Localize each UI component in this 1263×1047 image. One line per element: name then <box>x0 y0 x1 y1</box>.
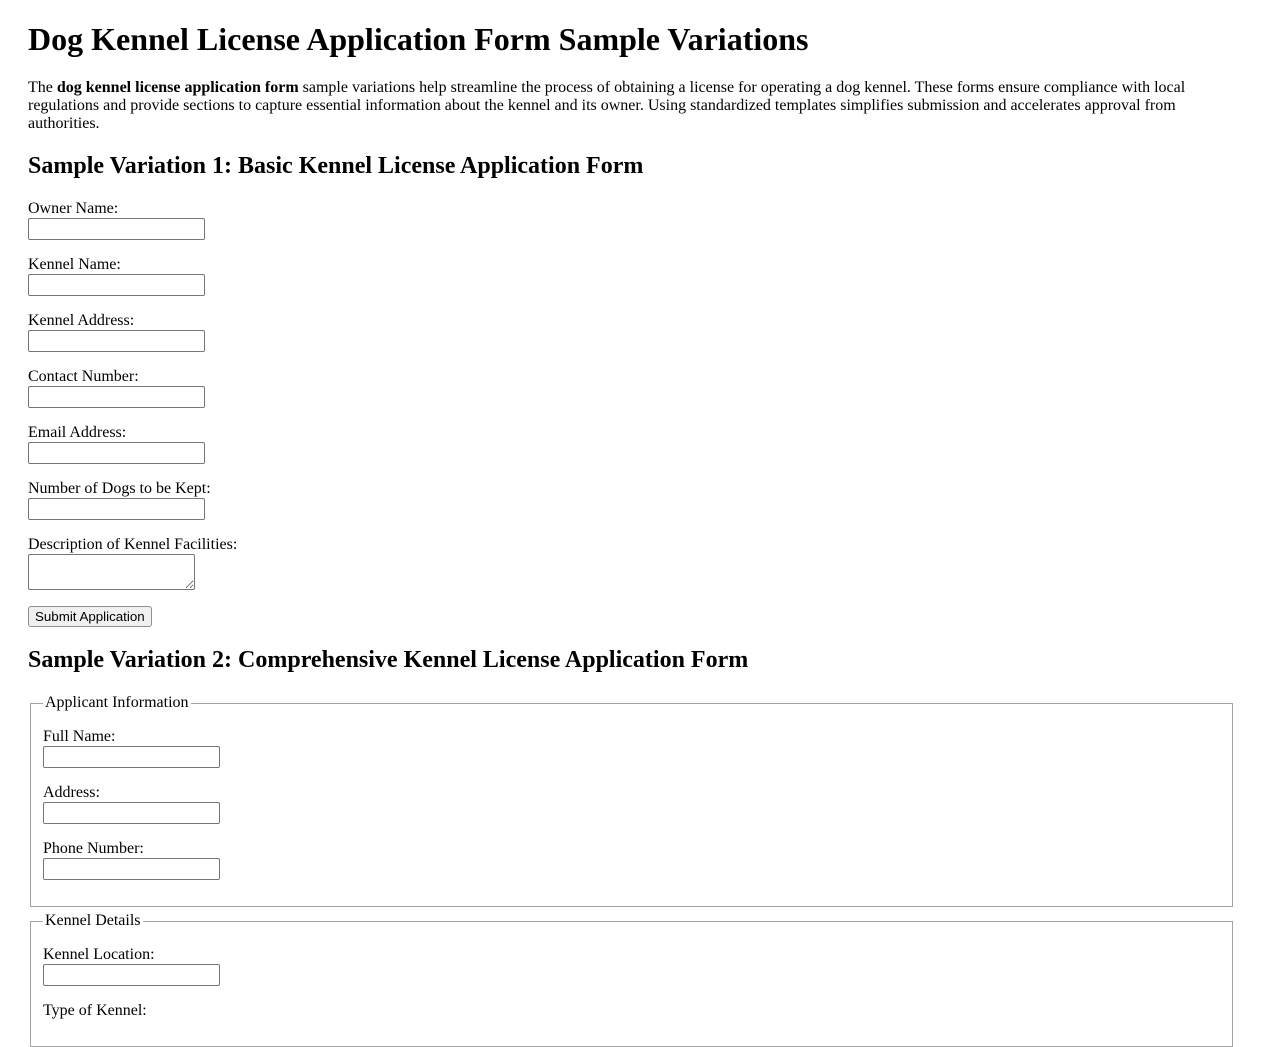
full-name-input[interactable] <box>43 746 220 768</box>
full-name-label: Full Name: <box>43 728 116 745</box>
intro-paragraph <box>28 79 1235 133</box>
kennel-facilities-textarea[interactable] <box>28 554 195 590</box>
owner-name-input[interactable] <box>28 218 205 240</box>
kennel-details-legend: Kennel Details <box>45 912 141 929</box>
type-of-kennel-label: Type of Kennel: <box>43 1002 147 1019</box>
kennel-name-field <box>28 256 1235 296</box>
variation1-heading: Sample Variation 1: Basic Kennel License Application Form <box>28 153 644 179</box>
variation1-form <box>28 200 1235 627</box>
number-of-dogs-field <box>28 480 1235 520</box>
applicant-information-fieldset <box>30 694 1233 907</box>
intro-text-rest: sample variations help streamline the process of obtaining a license for operating a dog kennel. These forms ensure compliance with local regulations and provide sections to capture essential information about the kennel and its owner. Using standardized templates simplifies submission and accelerates approval from authorities. <box>28 79 1186 132</box>
address-input[interactable] <box>43 802 220 824</box>
variation2-form <box>28 694 1235 1047</box>
phone-number-input[interactable] <box>43 858 220 880</box>
owner-name-field <box>28 200 1235 240</box>
kennel-facilities-label: Description of Kennel Facilities: <box>28 536 238 553</box>
address-label: Address: <box>43 784 100 801</box>
address-field <box>43 784 1220 824</box>
owner-name-label: Owner Name: <box>28 200 119 217</box>
kennel-details-fieldset <box>30 912 1233 1047</box>
kennel-location-label: Kennel Location: <box>43 946 155 963</box>
phone-number-label: Phone Number: <box>43 840 144 857</box>
intro-keyword-bold: dog kennel license application form <box>56 79 299 96</box>
kennel-address-input[interactable] <box>28 330 205 352</box>
kennel-location-field <box>43 946 1220 986</box>
intro-text-prefix: The <box>28 79 57 96</box>
kennel-name-label: Kennel Name: <box>28 256 121 273</box>
full-name-field <box>43 728 1220 768</box>
number-of-dogs-label: Number of Dogs to be Kept: <box>28 480 211 497</box>
variation2-heading: Sample Variation 2: Comprehensive Kennel License Application Form <box>28 647 749 673</box>
submit-application-button[interactable]: Submit Application <box>28 606 152 627</box>
kennel-address-field <box>28 312 1235 352</box>
email-address-label: Email Address: <box>28 424 127 441</box>
kennel-facilities-field <box>28 536 1235 590</box>
email-address-field <box>28 424 1235 464</box>
contact-number-input[interactable] <box>28 386 205 408</box>
contact-number-label: Contact Number: <box>28 368 139 385</box>
page-title: Dog Kennel License Application Form Sample Variations <box>28 21 809 57</box>
submit-row <box>28 606 1235 627</box>
applicant-information-legend: Applicant Information <box>45 694 189 711</box>
type-of-kennel-field <box>43 1002 1220 1020</box>
number-of-dogs-input[interactable] <box>28 498 205 520</box>
phone-number-field <box>43 840 1220 880</box>
kennel-name-input[interactable] <box>28 274 205 296</box>
contact-number-field <box>28 368 1235 408</box>
kennel-location-input[interactable] <box>43 964 220 986</box>
email-address-input[interactable] <box>28 442 205 464</box>
kennel-address-label: Kennel Address: <box>28 312 135 329</box>
